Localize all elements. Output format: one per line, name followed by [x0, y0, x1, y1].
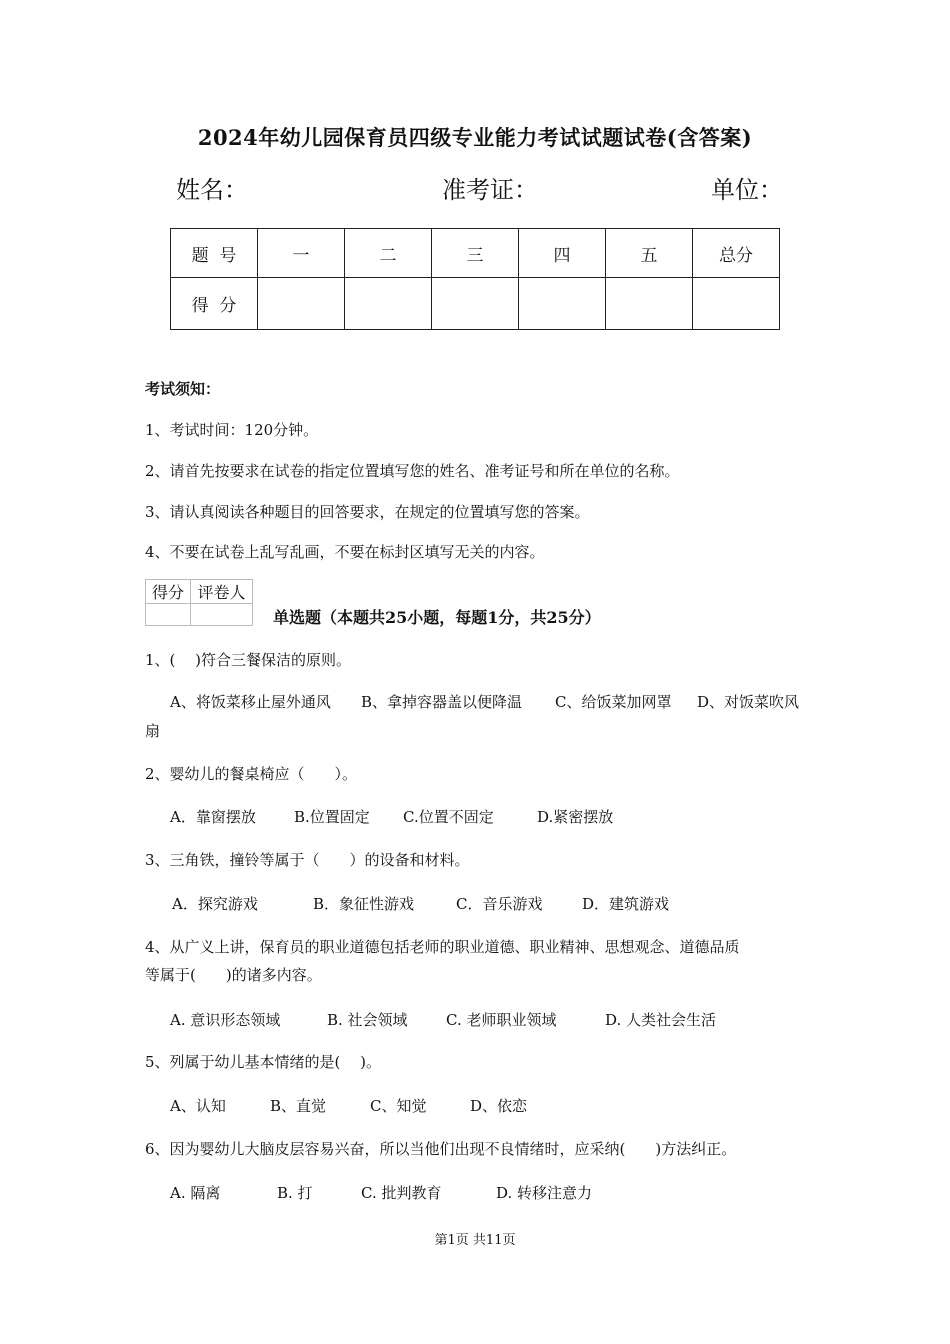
question-option-wrap: 扇: [145, 722, 161, 740]
question-option: A．靠窗摆放: [170, 808, 256, 826]
question-stem: 6、因为婴幼儿大脑皮层容易兴奋，所以当他们出现不良情绪时，应采纳( )方法纠正。: [145, 1140, 737, 1158]
question-option: C、给饭菜加网罩: [555, 693, 672, 711]
grader-name-label: 评卷人: [191, 580, 253, 604]
score-header-5: 五: [606, 229, 693, 278]
question-option: A、将饭菜移止屋外通风: [170, 693, 331, 711]
score-header-1: 一: [258, 229, 345, 278]
question-stem: 2、婴幼儿的餐桌椅应（ ）。: [145, 765, 358, 783]
score-cell: [432, 278, 519, 330]
unit-field-label: 单位：: [711, 176, 783, 204]
score-header-3: 三: [432, 229, 519, 278]
exam-id-field-label: 准考证：: [442, 176, 538, 204]
score-table-header-row: [171, 229, 780, 278]
question-option: A、认知: [170, 1097, 226, 1115]
question-option: D. 转移注意力: [496, 1184, 593, 1202]
score-header-4: 四: [519, 229, 606, 278]
score-header-total: 总分: [693, 229, 780, 278]
score-header-2: 二: [345, 229, 432, 278]
question-option: A. 意识形态领域: [170, 1011, 281, 1029]
question-option: D．建筑游戏: [582, 895, 670, 913]
score-cell: [345, 278, 432, 330]
question-stem: 1、( )符合三餐保洁的原则。: [145, 651, 352, 669]
question-option: A. 隔离: [170, 1184, 221, 1202]
question-stem: 3、三角铁，撞铃等属于（ ）的设备和材料。: [145, 851, 470, 869]
grader-box: [145, 579, 253, 626]
score-cell: [258, 278, 345, 330]
score-cell-total: [693, 278, 780, 330]
grader-name-cell: [191, 604, 253, 626]
question-option: B、拿掉容器盖以便降温: [361, 693, 523, 711]
question-option: C.位置不固定: [403, 808, 494, 826]
question-option: A．探究游戏: [172, 895, 258, 913]
question-option: B．象征性游戏: [313, 895, 415, 913]
question-option: B.位置固定: [294, 808, 370, 826]
question-option: D、对饭菜吹风: [697, 693, 800, 711]
name-field-label: 姓名：: [176, 176, 248, 204]
page-title: 2024年幼儿园保育员四级专业能力考试试题试卷(含答案): [197, 125, 753, 150]
question-option: C．音乐游戏: [456, 895, 543, 913]
grader-score-cell: [146, 604, 191, 626]
grader-score-label: 得分: [146, 580, 191, 604]
question-option: D.紧密摆放: [537, 808, 614, 826]
question-option: C. 批判教育: [361, 1184, 442, 1202]
question-stem-wrap: 等属于( )的诸多内容。: [145, 966, 322, 984]
notice-heading: 考试须知：: [145, 380, 221, 398]
score-table: [170, 228, 780, 330]
question-option: C. 老师职业领域: [446, 1011, 557, 1029]
notice-item: 4、不要在试卷上乱写乱画，不要在标封区填写无关的内容。: [145, 543, 545, 561]
notice-item: 1、考试时间：120分钟。: [145, 421, 319, 439]
notice-item: 2、请首先按要求在试卷的指定位置填写您的姓名、准考证号和所在单位的名称。: [145, 462, 680, 480]
question-option: B. 社会领域: [327, 1011, 408, 1029]
question-option: D、依恋: [470, 1097, 528, 1115]
question-option: B、直觉: [270, 1097, 327, 1115]
question-option: D. 人类社会生活: [605, 1011, 717, 1029]
question-option: C、知觉: [370, 1097, 427, 1115]
score-row-label: 得 分: [171, 278, 258, 330]
notice-item: 3、请认真阅读各种题目的回答要求，在规定的位置填写您的答案。: [145, 503, 590, 521]
page-footer: 第1页 共11页: [434, 1233, 516, 1248]
section-title: 单选题（本题共25小题，每题1分，共25分）: [273, 608, 601, 627]
score-table-score-row: [171, 278, 780, 330]
question-stem: 4、从广义上讲，保育员的职业道德包括老师的职业道德、职业精神、思想观念、道德品质: [145, 938, 740, 956]
score-header-label: 题 号: [171, 229, 258, 278]
question-stem: 5、列属于幼儿基本情绪的是( )。: [145, 1053, 382, 1071]
question-option: B. 打: [277, 1184, 313, 1202]
score-cell: [519, 278, 606, 330]
score-cell: [606, 278, 693, 330]
